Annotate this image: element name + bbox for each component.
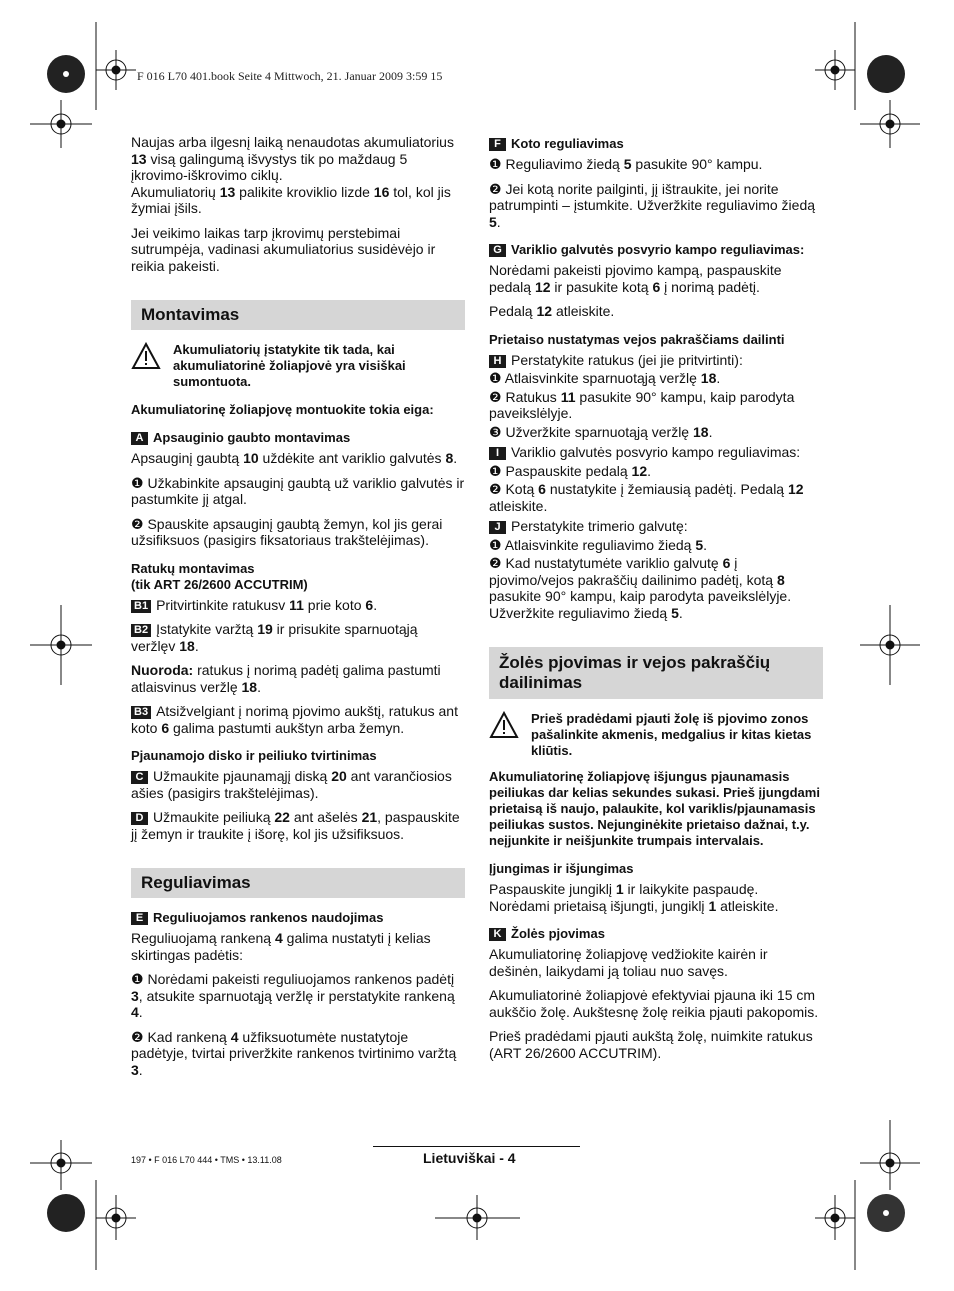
right-column — [489, 134, 823, 1069]
section-heading-zoles-pjovimas: Žolės pjovimas ir vejos pakraščių dailinimas — [489, 647, 823, 699]
step: ❷ Spauskite apsauginį gaubtą žemyn, kol jis gerai užsifiksuos (pasigirs fiksatoriaus trakštelėjimas). — [131, 515, 443, 548]
step-number: ❷ — [489, 555, 502, 571]
step-number: ❷ — [489, 180, 502, 197]
crosshair-icon — [860, 1120, 920, 1190]
step: ❷ Jei kotą norite pailginti, jį ištraukite, jei norite patrumpinti – įstumkite. Užveržkite reguliavimo žiedą 5. — [489, 180, 816, 230]
subheading: Akumuliatorinę žoliapjovę montuokite tokia eiga: — [131, 402, 434, 417]
paragraph: H Perstatykite ratukus (jei jie pritvirtinti): — [489, 352, 823, 369]
step: ❶ Reguliavimo žiedą 5 pasukite 90° kampu. — [489, 156, 763, 172]
book-header: F 016 L70 401.book Seite 4 Mittwoch, 21. Januar 2009 3:59 15 — [137, 69, 443, 83]
paragraph: Jei veikimo laikas tarp įkrovimų perstebimai sutrumpėja, vadinasi akumuliatorius susidėvėjo ir reikia pakeisti. — [131, 224, 436, 274]
paragraph: B1 Pritvirtinkite ratukusv 11 prie koto 6. — [131, 597, 465, 614]
step: ❶ Norėdami pakeisti reguliuojamos rankenos padėtį 3, atsukite sparnuotąją veržlę ir perstatykite rankeną 4. — [131, 971, 455, 1020]
left-column — [131, 134, 465, 1086]
step-number: ❷ — [489, 481, 502, 497]
note: Nuoroda: ratukus į norimą padėtį galima pastumti atlaisvinus veržlę 18. — [131, 662, 441, 695]
figure-label: I — [489, 447, 506, 460]
step-number: ❷ — [489, 388, 502, 405]
crosshair-icon — [96, 1195, 136, 1240]
footer-rule — [373, 1146, 580, 1147]
paragraph: Pedalą 12 atleiskite. — [489, 303, 615, 319]
page-number: Lietuviškai - 4 — [423, 1150, 516, 1166]
figure-label: B1 — [131, 600, 151, 613]
footer-code: 197 • F 016 L70 444 • TMS • 13.11.08 — [131, 1155, 282, 1165]
paragraph: J Perstatykite trimerio galvutę: — [489, 518, 823, 535]
subheading: Prietaiso nustatymas vejos pakraščiams dailinti — [489, 331, 785, 347]
step: ❷ Kad rankeną 4 užfiksuotumėte nustatytoje padėtyje, tvirtai priveržkite rankenos tvirtinimo varžtą 3. — [131, 1028, 457, 1078]
step: ❷ Kad nustatytumėte variklio galvutę 6 į pjovimo/vejos pakraščių dailinimo padėtį, kotą 8 pasukite 90° kampu, kaip parodyta paveikslėlyje. Užveržkite reguliavimo žiedą 5. — [489, 555, 792, 621]
crosshair-icon — [30, 1140, 92, 1190]
crosshair-icon — [435, 1195, 520, 1240]
step-number: ❶ — [131, 474, 144, 491]
figure-label: E — [131, 912, 148, 925]
figure-label: C — [131, 771, 148, 784]
step-number: ❸ — [489, 423, 502, 440]
subheading: F Koto reguliavimas — [489, 136, 823, 152]
step: ❷ Kotą 6 nustatykite į žemiausią padėtį. Pedalą 12 atleiskite. — [489, 481, 804, 514]
figure-label: B2 — [131, 624, 151, 637]
crosshair-icon — [30, 605, 92, 685]
starburst-icon — [47, 55, 85, 93]
figure-label: A — [131, 432, 148, 445]
step: ❸ Užveržkite sparnuotąją veržlę 18. — [489, 423, 713, 440]
step-number: ❷ — [131, 1028, 144, 1045]
paragraph: Apsauginį gaubtą 10 uždėkite ant variklio galvutės 8. — [131, 450, 458, 466]
step-number: ❷ — [131, 515, 144, 532]
figure-label: G — [489, 244, 506, 257]
starburst-icon — [867, 55, 905, 93]
section-heading-reguliavimas: Reguliavimas — [131, 868, 465, 898]
subheading: Ratukų montavimas (tik ART 26/2600 ACCUTRIM) — [131, 560, 308, 592]
crosshair-icon — [96, 50, 136, 90]
starburst-icon — [867, 1194, 905, 1232]
step: ❶ Paspauskite pedalą 12. — [489, 462, 652, 479]
subheading: K Žolės pjovimas — [489, 926, 823, 942]
figure-label: B3 — [131, 706, 151, 719]
figure-label: K — [489, 928, 506, 941]
step-number: ❶ — [489, 156, 502, 172]
subheading: G Variklio galvutės posvyrio kampo reguliavimas: — [489, 242, 823, 258]
paragraph: Norėdami pakeisti pjovimo kampą, paspauskite pedalą 12 ir pasukite kotą 6 į norimą padėtį. — [489, 262, 782, 295]
warning-icon — [489, 711, 531, 759]
crosshair-icon — [30, 100, 92, 148]
paragraph: Naujas arba ilgesnį laiką nenaudotas akumuliatorius 13 visą galingumą išvystys tik po maždaug 5 įkrovimo-iškrovimo ciklų. Akumuliatorių 13 palikite kroviklio lizde 16 tol, kol jis žymiai įšils. — [131, 134, 454, 216]
paragraph: D Užmaukite peiliuką 22 ant ašelės 21, paspauskite jį žemyn ir traukite į išorę, kol jis užsifiksuos. — [131, 809, 460, 842]
subheading: A Apsauginio gaubto montavimas — [131, 430, 465, 446]
figure-label: H — [489, 355, 506, 368]
paragraph: B2 Įstatykite varžtą 19 ir prisukite sparnuotąją veržlęv 18. — [131, 621, 418, 654]
step: ❷ Ratukus 11 pasukite 90° kampu, kaip parodyta paveikslėlyje. — [489, 388, 795, 421]
step: ❶ Užkabinkite apsauginį gaubtą už variklio galvutės ir pastumkite jį atgal. — [131, 474, 465, 507]
crosshair-icon — [815, 50, 855, 90]
section-heading-montavimas: Montavimas — [131, 300, 465, 330]
step-number: ❶ — [489, 536, 502, 553]
crosshair-icon — [860, 605, 920, 685]
step-number: ❶ — [131, 971, 144, 987]
starburst-icon — [47, 1194, 85, 1232]
warning-block: Prieš pradėdami pjauti žolę iš pjovimo zonos pašalinkite akmenis, medgalius ir kitas kietas kliūtis. — [489, 711, 823, 759]
paragraph: C Užmaukite pjaunamąjį diską 20 ant varančiosios ašies (pasigirs trakštelėjimas). — [131, 768, 452, 801]
figure-label: J — [489, 521, 506, 534]
paragraph: Akumuliatorinė žoliapjovė efektyviai pjauna iki 15 cm aukščio žolę. Aukštesnę žolę reikia pjauti pakopomis. — [489, 987, 819, 1020]
figure-label: F — [489, 138, 506, 151]
step: ❶ Atlaisvinkite reguliavimo žiedą 5. — [489, 536, 708, 553]
subheading: Įjungimas ir išjungimas — [489, 861, 634, 876]
crosshair-icon — [815, 1195, 855, 1240]
crosshair-icon — [860, 100, 920, 148]
paragraph: Akumuliatorinę žoliapjovę vedžiokite kairėn ir dešinėn, laikydami ją toliau nuo savęs. — [489, 946, 768, 979]
subheading: E Reguliuojamos rankenos naudojimas — [131, 910, 465, 926]
subheading: Pjaunamojo disko ir peiliuko tvirtinimas — [131, 748, 377, 763]
paragraph: Reguliuojamą rankeną 4 galima nustatyti į kelias skirtingas padėtis: — [131, 930, 431, 963]
step-number: ❶ — [489, 370, 502, 386]
warning-block: Akumuliatorių įstatykite tik tada, kai akumuliatorinė žoliapjovė yra visiškai sumontuota. — [131, 342, 465, 390]
paragraph: Prieš pradėdami pjauti aukštą žolę, nuimkite ratukus (ART 26/2600 ACCUTRIM). — [489, 1028, 813, 1061]
warning-icon — [131, 342, 173, 390]
warning-text: Akumuliatorinę žoliapjovę išjungus pjaunamasis peiliukas dar kelias sekundes sukasi. Prieš įjungdami prietaisą iš naujo, palaukite, kol variklis/pjaunamasis peiliukas sustos. Nejunginėkite prietaiso dažnai, t.y. neįjunkite ir neišjunkite trumpais intervalais. — [489, 769, 820, 848]
step-number: ❶ — [489, 462, 502, 479]
paragraph: Paspauskite jungiklį 1 ir laikykite paspaudę. Norėdami prietaisą išjungti, jungiklį 1 atleiskite. — [489, 881, 779, 914]
figure-label: D — [131, 812, 148, 825]
paragraph: B3 Atsižvelgiant į norimą pjovimo aukštį, ratukus ant koto 6 galima pastumti aukštyn arba žemyn. — [131, 703, 458, 736]
paragraph: I Variklio galvutės posvyrio kampo reguliavimas: — [489, 444, 823, 461]
step: ❶ Atlaisvinkite sparnuotąją veržlę 18. — [489, 370, 721, 386]
